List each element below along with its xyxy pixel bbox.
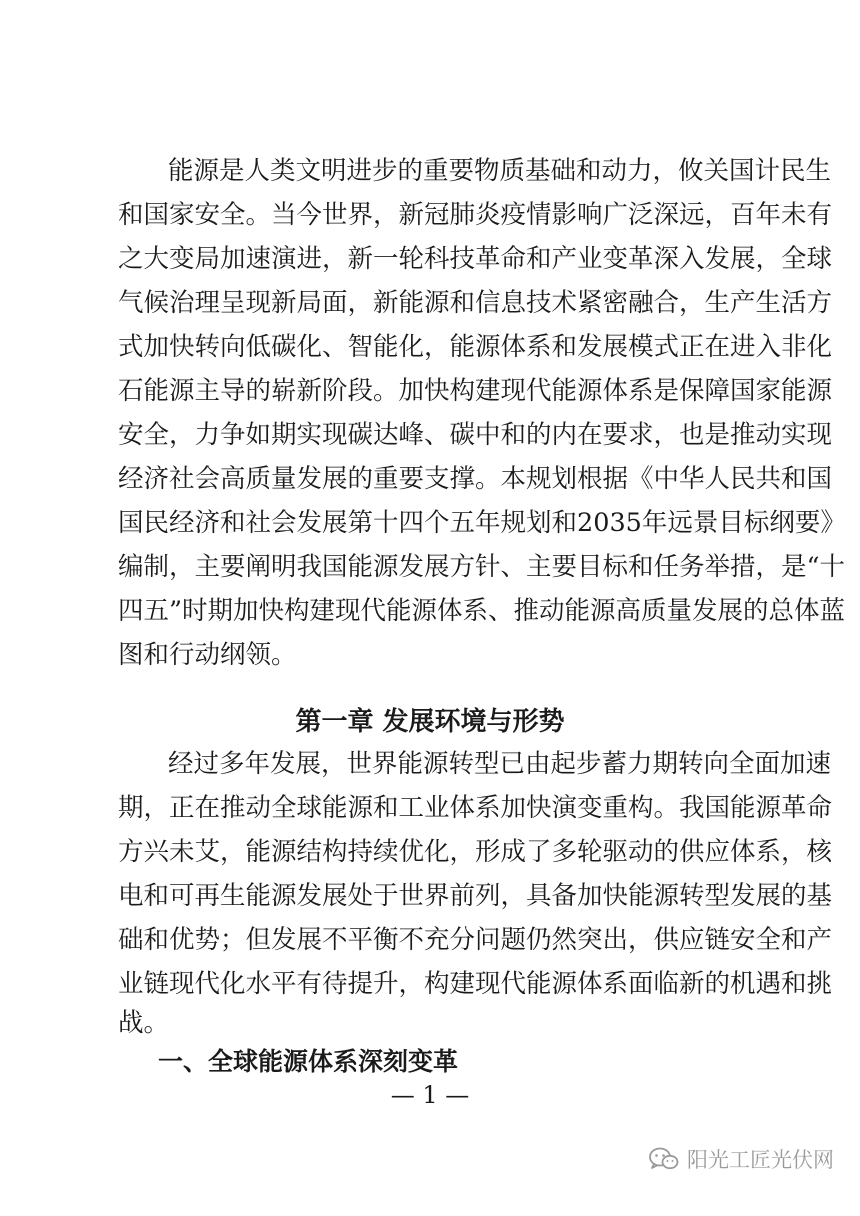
- chapter-line: 期，正在推动全球能源和工业体系加快演变重构。我国能源革命: [118, 793, 833, 823]
- watermark: [649, 1144, 834, 1174]
- section-title: 一、全球能源体系深刻变革: [158, 1047, 459, 1076]
- watermark-text: 阳光工匠光伏网: [687, 1148, 834, 1172]
- intro-line: 国民经济和社会发展第十四个五年规划和2035年远景目标纲要》: [118, 508, 846, 538]
- intro-line: 图和行动纲领。: [118, 640, 297, 670]
- chapter-line: 电和可再生能源发展处于世界前列，具备加快能源转型发展的基: [118, 881, 833, 911]
- chapter-line: 础和优势；但发展不平衡不充分问题仍然突出，供应链安全和产: [118, 925, 833, 955]
- chapter-title: 第一章 发展环境与形势: [295, 707, 565, 737]
- intro-line: 石能源主导的崭新阶段。加快构建现代能源体系是保障国家能源: [118, 376, 833, 406]
- chapter-line: 经过多年发展，世界能源转型已由起步蓄力期转向全面加速: [168, 749, 832, 779]
- chapter-line: 方兴未艾，能源结构持续优化，形成了多轮驱动的供应体系，核: [118, 837, 833, 867]
- intro-line: 经济社会高质量发展的重要支撑。本规划根据《中华人民共和国: [118, 464, 833, 494]
- chapter-line: 业链现代化水平有待提升，构建现代能源体系面临新的机遇和挑: [118, 969, 833, 999]
- intro-line: 式加快转向低碳化、智能化，能源体系和发展模式正在进入非化: [118, 332, 833, 362]
- intro-line: 和国家安全。当今世界，新冠肺炎疫情影响广泛深远，百年未有: [118, 200, 833, 230]
- intro-line: 之大变局加速演进，新一轮科技革命和产业变革深入发展，全球: [118, 244, 833, 274]
- intro-line: 安全，力争如期实现碳达峰、碳中和的内在要求，也是推动实现: [118, 420, 833, 450]
- intro-line: 气候治理呈现新局面，新能源和信息技术紧密融合，生产生活方: [118, 288, 833, 318]
- intro-line: 编制，主要阐明我国能源发展方针、主要目标和任务举措，是“十: [118, 552, 846, 582]
- chapter-line: 战。: [118, 1008, 170, 1038]
- intro-line: 能源是人类文明进步的重要物质基础和动力，攸关国计民生: [168, 156, 832, 186]
- intro-line: 四五”时期加快构建现代能源体系、推动能源高质量发展的总体蓝: [118, 596, 846, 626]
- page-number: — 1 —: [390, 1081, 470, 1109]
- wechat-icon: [649, 1147, 679, 1171]
